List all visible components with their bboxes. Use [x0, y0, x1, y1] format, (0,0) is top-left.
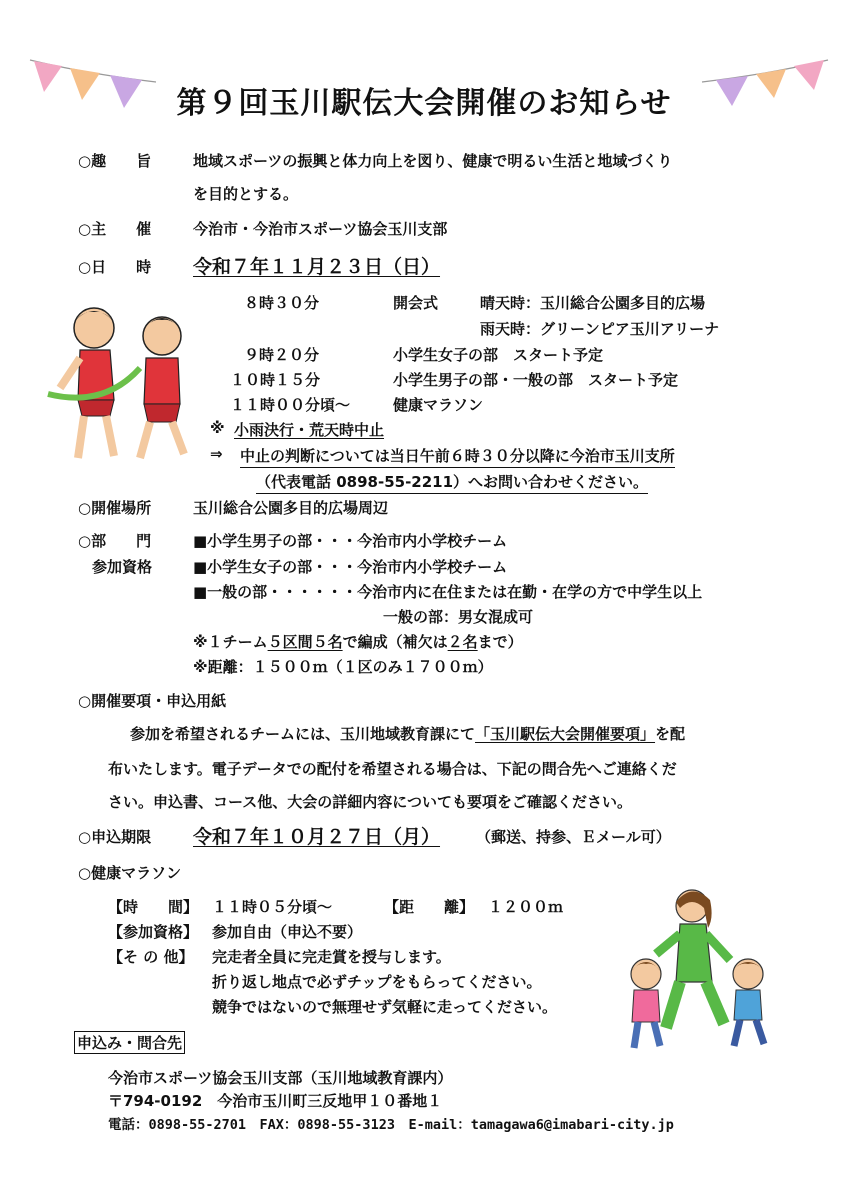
eligibility-label: 参加資格 [92, 558, 153, 576]
division-row-1: ■小学生男子の部・・・今治市内小学校チーム [193, 532, 508, 550]
marathon-time-label: 【時 間】 [108, 898, 199, 916]
division-row-2: ■小学生女子の部・・・今治市内小学校チーム [193, 558, 508, 576]
team-note-e: まで） [477, 633, 523, 651]
team-note [193, 631, 523, 652]
venue-label: ○開催場所 [78, 499, 152, 517]
venue-value: 玉川総合公園多目的広場周辺 [193, 499, 389, 517]
event-date: 令和７年１１月２３日（日） [193, 256, 441, 278]
cancel-judge-b: 日午前６時３０分以降 [404, 447, 555, 465]
guidelines-doc-title: 「玉川駅伝大会開催要項」 [475, 725, 656, 743]
page-title: 第９回玉川駅伝大会開催のお知らせ [176, 86, 672, 121]
marathon-other-line1: 完走者全員に完走賞を授与します。 [212, 948, 451, 966]
team-note-a: ※１チーム [193, 633, 268, 651]
schedule-time-1: ８時３０分 [244, 294, 320, 312]
deadline-label: ○申込期限 [78, 828, 152, 846]
schedule-event-3: 小学生女子の部 スタート予定 [393, 346, 604, 364]
weather-note: 小雨決行・荒天時中止 [234, 421, 385, 439]
contact-address: 〒794-0192 今治市玉川町三反地甲１０番地１ [108, 1092, 443, 1110]
purpose-label: ○趣 旨 [78, 152, 152, 170]
relay-runners-illustration [44, 298, 204, 468]
schedule-event-4: 小学生男子の部・一般の部 スタート予定 [393, 371, 679, 389]
organizer-label: ○主 催 [78, 220, 152, 238]
guidelines-label: ○開催要項・申込用紙 [78, 692, 227, 710]
divisions-label: ○部 門 [78, 532, 152, 550]
family-jogging-illustration [606, 878, 786, 1058]
marathon-qual-value: 参加自由（申込不要） [212, 923, 363, 941]
schedule-time-5: １１時００分頃～ [230, 396, 351, 414]
deadline-date: 令和７年１０月２７日（月） [193, 826, 441, 848]
marathon-qual-label: 【参加資格】 [108, 923, 199, 941]
cancel-judge-line2: （代表電話 0898-55-2211）へお問い合わせください。 [256, 471, 648, 494]
marathon-time-value: １１時０５分頃～ [212, 898, 333, 916]
schedule-time-4: １０時１５分 [230, 371, 321, 389]
team-note-b: ５区間５名 [267, 633, 343, 651]
marathon-other-label: 【そ の 他】 [108, 948, 194, 966]
datetime-label: ○日 時 [78, 258, 152, 276]
guidelines-line1-c: を配 [655, 725, 686, 743]
cancel-judge-c: に今治市玉川支所 [554, 447, 675, 465]
marathon-other-line2: 折り返し地点で必ずチップをもらってください。 [212, 973, 542, 991]
purpose-line2: を目的とする。 [193, 185, 299, 203]
cancel-judge-a: 中止の判断については当 [240, 447, 405, 465]
guidelines-line1 [130, 723, 685, 744]
marathon-dist-value: １２００ｍ [488, 898, 564, 916]
schedule-detail-2: 雨天時：グリーンピア玉川アリーナ [480, 320, 720, 338]
arrow-icon: ⇒ [210, 445, 223, 463]
marathon-dist-label: 【距 離】 [384, 898, 475, 916]
guidelines-line3: さい。申込書、コース他、大会の詳細内容についても要項をご確認ください。 [108, 793, 632, 811]
guidelines-line2: 布いたします。電子データでの配付を希望される場合は、下記の問合先へご連絡くだ [108, 760, 677, 778]
marathon-label: ○健康マラソン [78, 864, 182, 882]
organizer-value: 今治市・今治市スポーツ協会玉川支部 [193, 220, 448, 238]
schedule-detail-1: 晴天時：玉川総合公園多目的広場 [480, 294, 706, 312]
schedule-event-1: 開会式 [393, 294, 439, 312]
deadline-method: （郵送、持参、Ｅメール可） [476, 828, 671, 846]
team-note-c: で編成（補欠は [342, 633, 448, 651]
contact-org: 今治市スポーツ協会玉川支部（玉川地域教育課内） [108, 1069, 453, 1087]
schedule-event-5: 健康マラソン [393, 396, 484, 414]
schedule-time-3: ９時２０分 [244, 346, 320, 364]
contact-label: 申込み・問合先 [74, 1031, 185, 1054]
marathon-other-line3: 競争ではないので無理せず気軽に走ってください。 [212, 998, 558, 1016]
note-mark: ※ [210, 419, 225, 437]
general-sub: 一般の部：男女混成可 [383, 608, 534, 626]
distance-note: ※距離：１５００ｍ（１区のみ１７００ｍ） [193, 658, 493, 676]
division-row-3: ■一般の部・・・・・・今治市内に在住または在勤・在学の方で中学生以上 [193, 583, 703, 601]
purpose-line1: 地域スポーツの振興と体力向上を図り、健康で明るい生活と地域づくり [193, 152, 673, 170]
cancel-judge-line1 [240, 445, 675, 468]
team-note-d: ２名 [447, 633, 478, 651]
contact-phone[interactable]: 電話：0898-55-2701 FAX：0898-55-3123 E-mail：tamagawa6@imabari-city.jp [108, 1117, 674, 1133]
guidelines-line1-a: 参加を希望されるチームには、玉川地域教育課にて [130, 725, 476, 743]
